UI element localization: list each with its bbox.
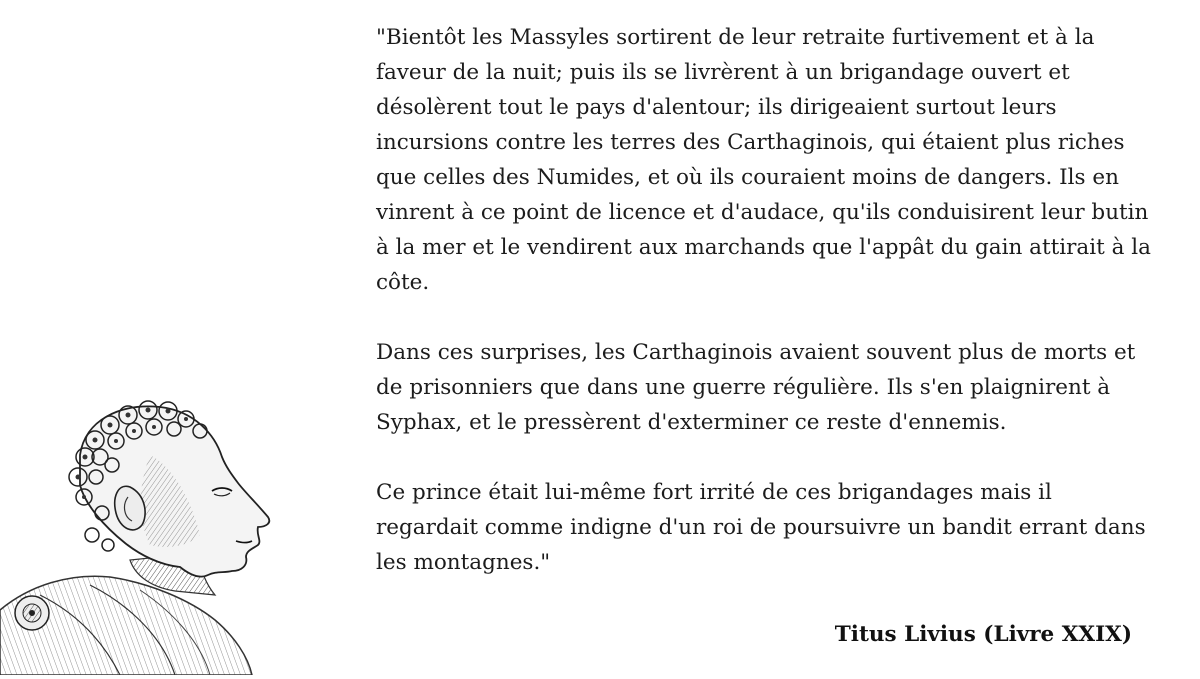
quote-paragraph: Dans ces surprises, les Carthaginois avaient souvent plus de morts et de prisonniers que dans une guerre régulière. Ils s'en plaignirent à Syphax, et le pressèrent d'exterminer ce reste d'ennemis.: [376, 340, 1136, 435]
portrait-illustration: [0, 395, 290, 675]
quote-block: [376, 20, 1156, 580]
quote-paragraph: Ce prince était lui-même fort irrité de ces brigandages mais il regardait comme indigne d'un roi de poursuivre un bandit errant dans les montagnes.": [376, 480, 1146, 575]
quote-paragraph: "Bientôt les Massyles sortirent de leur retraite furtivement et à la faveur de la nuit; puis ils se livrèrent à un brigandage ouvert et désolèrent tout le pays d'alentour; ils dirigeaient surtout leurs incursions contre les terres des Carthaginois, qui étaient plus riches que celles des Numides, et où ils couraient moins de dangers. Ils en vinrent à ce point de licence et d'audace, qu'ils conduisirent leur butin à la mer et le vendirent aux marchands que l'appât du gain attirait à la côte.: [376, 25, 1151, 295]
quote-attribution: Titus Livius (Livre XXIX): [834, 622, 1132, 647]
profile-portrait-icon: [0, 395, 290, 675]
